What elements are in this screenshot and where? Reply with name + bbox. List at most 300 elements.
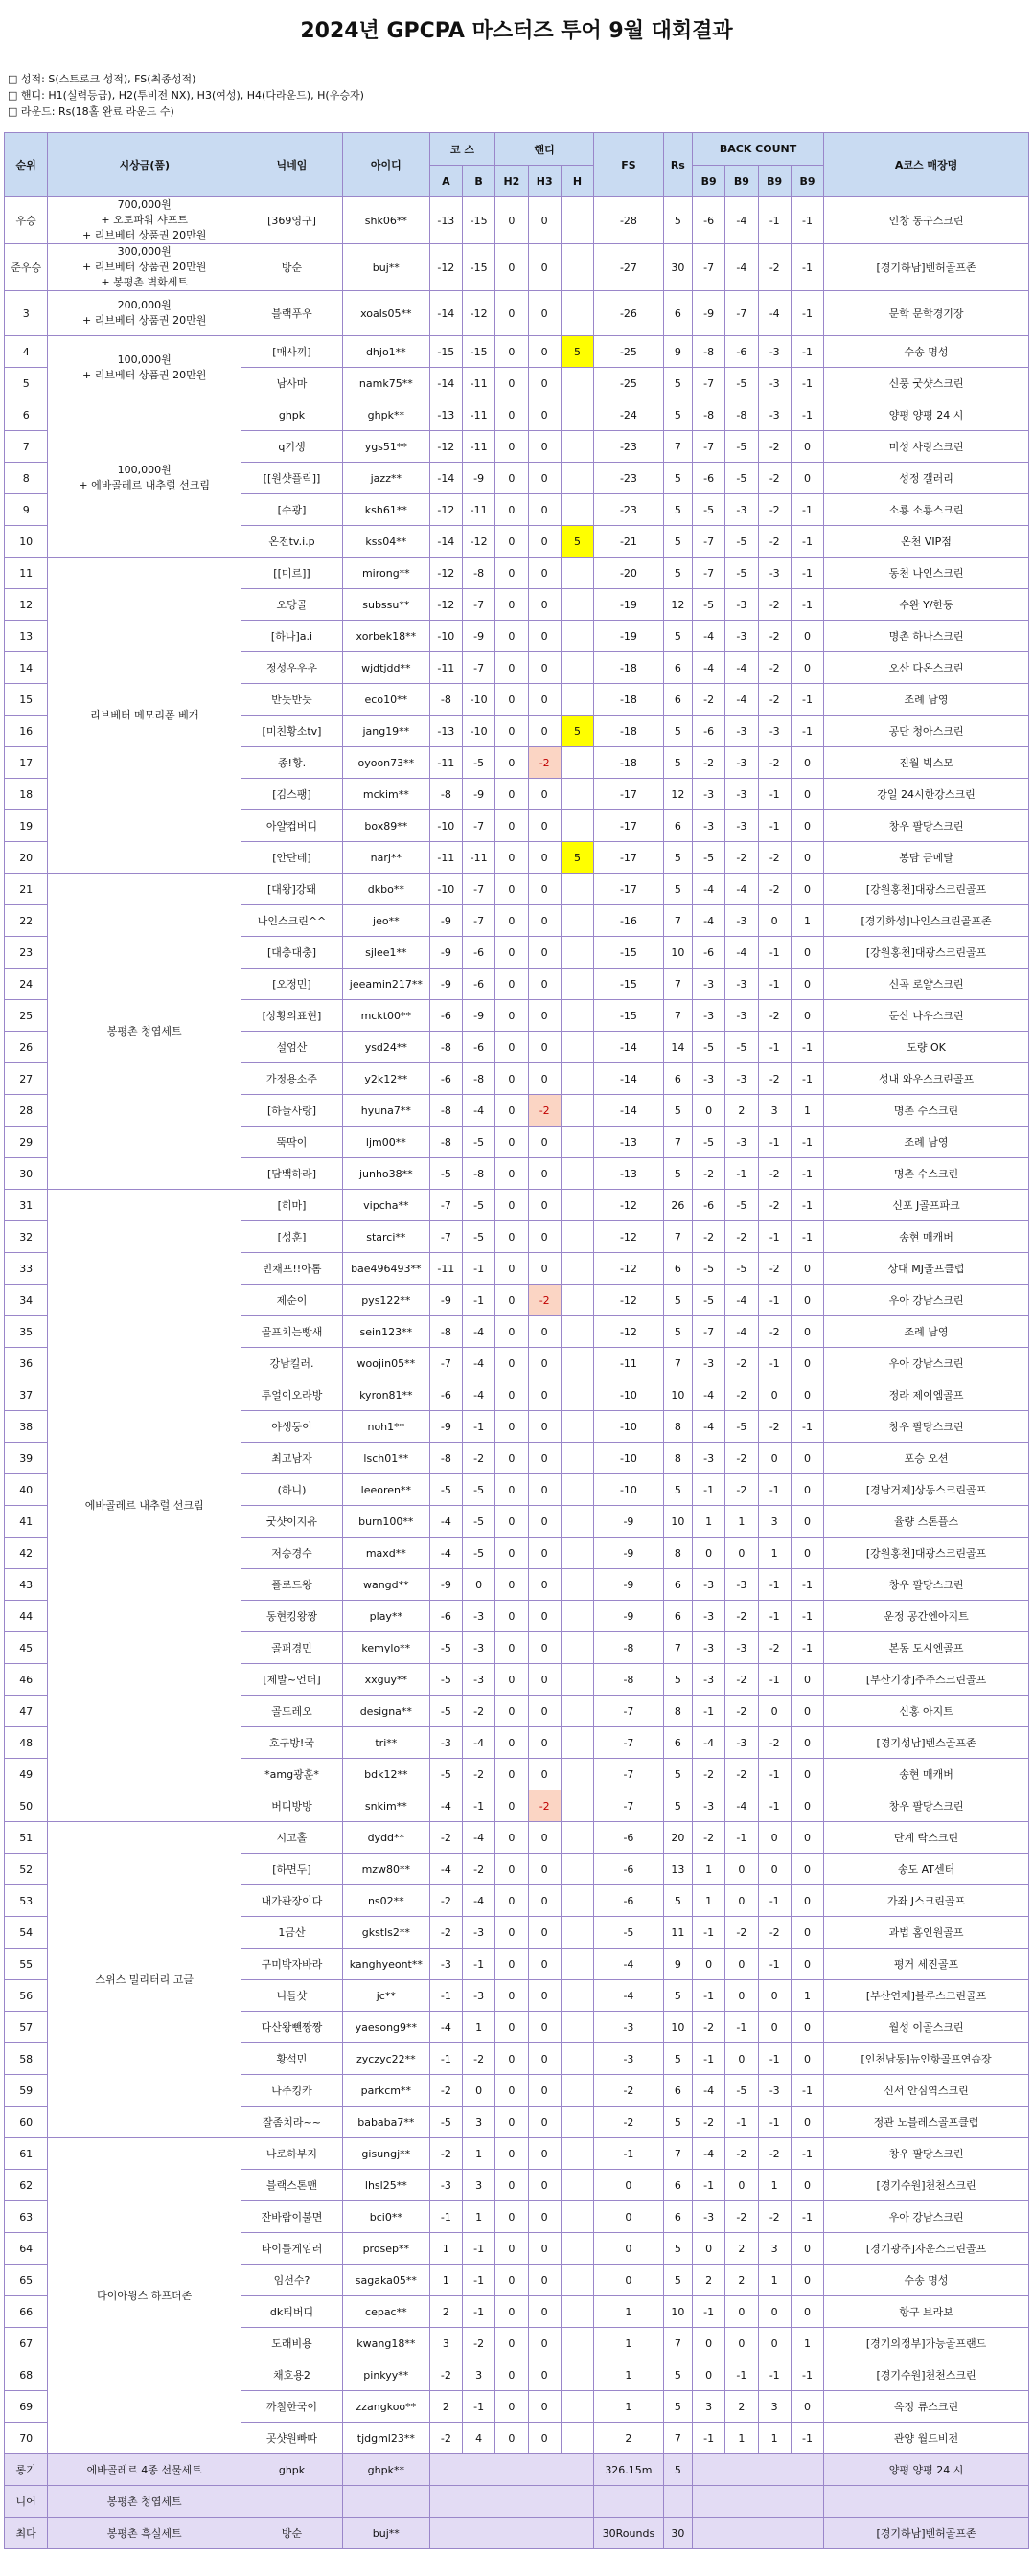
rank-cell: 55 bbox=[5, 1949, 48, 1980]
course-a-cell: -9 bbox=[429, 905, 462, 937]
id-cell: narj** bbox=[342, 842, 429, 874]
b9-4-cell: 0 bbox=[791, 1790, 823, 1822]
h3-cell: 0 bbox=[528, 2138, 561, 2170]
course-b-cell: -15 bbox=[462, 336, 494, 368]
nickname-cell: 내가관장이다 bbox=[241, 1885, 343, 1917]
h-cell: 5 bbox=[561, 336, 593, 368]
b9-1-cell: -2 bbox=[692, 1759, 724, 1790]
rank-cell: 31 bbox=[5, 1190, 48, 1221]
course-a-cell: -7 bbox=[429, 1190, 462, 1221]
b9-2-cell: -3 bbox=[725, 905, 758, 937]
h3-cell: 0 bbox=[528, 1443, 561, 1474]
fs-cell: -18 bbox=[594, 747, 664, 779]
course-a-cell: -5 bbox=[429, 1632, 462, 1664]
fs-cell: -20 bbox=[594, 558, 664, 589]
h2-cell: 0 bbox=[495, 1253, 528, 1285]
b9-3-cell: -1 bbox=[758, 937, 791, 969]
id-cell: wjdtjdd** bbox=[342, 652, 429, 684]
b9-4-cell: 0 bbox=[791, 431, 823, 463]
b9-1-cell: -5 bbox=[692, 494, 724, 526]
course-b-cell: -9 bbox=[462, 463, 494, 494]
award-label-cell: 니어 bbox=[5, 2486, 48, 2518]
b9-1-cell: -7 bbox=[692, 1316, 724, 1348]
b9-2-cell: -3 bbox=[725, 810, 758, 842]
b9-4-cell: -1 bbox=[791, 1601, 823, 1632]
b9-4-cell: -1 bbox=[791, 244, 823, 291]
course-a-cell: -6 bbox=[429, 1379, 462, 1411]
b9-2-cell: -3 bbox=[725, 969, 758, 1000]
award-nickname-cell bbox=[241, 2486, 343, 2518]
b9-2-cell: -2 bbox=[725, 1379, 758, 1411]
course-a-cell: -13 bbox=[429, 197, 462, 244]
course-b-cell: -2 bbox=[462, 1854, 494, 1885]
b9-2-cell: -1 bbox=[725, 1158, 758, 1190]
nickname-cell: 동현킹왕짱 bbox=[241, 1601, 343, 1632]
b9-4-cell: 0 bbox=[791, 1443, 823, 1474]
course-b-cell: -15 bbox=[462, 244, 494, 291]
b9-3-cell: -2 bbox=[758, 494, 791, 526]
b9-2-cell: -3 bbox=[725, 1000, 758, 1032]
h-cell bbox=[561, 2107, 593, 2138]
h3-cell: 0 bbox=[528, 1411, 561, 1443]
prize-cell: 봉평촌 청엽세트 bbox=[48, 874, 241, 1190]
b9-1-cell: -5 bbox=[692, 1253, 724, 1285]
h2-cell: 0 bbox=[495, 1221, 528, 1253]
b9-1-cell: -1 bbox=[692, 1980, 724, 2012]
rs-cell: 5 bbox=[663, 842, 692, 874]
fs-cell: -14 bbox=[594, 1095, 664, 1127]
b9-1-cell: -7 bbox=[692, 526, 724, 558]
b9-2-cell: -1 bbox=[725, 2012, 758, 2043]
rank-cell: 53 bbox=[5, 1885, 48, 1917]
b9-2-cell: 2 bbox=[725, 2265, 758, 2296]
h3-cell: 0 bbox=[528, 399, 561, 431]
fs-cell: -6 bbox=[594, 1854, 664, 1885]
course-a-cell: -2 bbox=[429, 2075, 462, 2107]
award-store-cell: 양평 양평 24 시 bbox=[824, 2454, 1029, 2486]
b9-2-cell: 0 bbox=[725, 1949, 758, 1980]
b9-3-cell: -2 bbox=[758, 1316, 791, 1348]
h2-cell: 0 bbox=[495, 2296, 528, 2328]
rs-cell: 5 bbox=[663, 1474, 692, 1506]
nickname-cell: [[미르]] bbox=[241, 558, 343, 589]
rank-cell: 49 bbox=[5, 1759, 48, 1790]
h-cell bbox=[561, 747, 593, 779]
b9-2-cell: 2 bbox=[725, 1095, 758, 1127]
b9-1-cell: -1 bbox=[692, 1917, 724, 1949]
prize-cell: 에바골레르 내추럴 선크림 bbox=[48, 1190, 241, 1822]
nickname-cell: 채호용2 bbox=[241, 2359, 343, 2391]
h3-cell: 0 bbox=[528, 1569, 561, 1601]
rs-cell: 6 bbox=[663, 1063, 692, 1095]
store-cell: 봉담 금메달 bbox=[824, 842, 1029, 874]
h-cell bbox=[561, 684, 593, 716]
id-cell: yaesong9** bbox=[342, 2012, 429, 2043]
b9-1-cell: 0 bbox=[692, 2359, 724, 2391]
store-cell: 신포 J골프파크 bbox=[824, 1190, 1029, 1221]
h3-cell: 0 bbox=[528, 2107, 561, 2138]
rs-cell: 7 bbox=[663, 1221, 692, 1253]
h2-cell: 0 bbox=[495, 1538, 528, 1569]
b9-4-cell: 1 bbox=[791, 1095, 823, 1127]
store-cell: 공단 청아스크린 bbox=[824, 716, 1029, 747]
h-cell bbox=[561, 1538, 593, 1569]
b9-4-cell: -1 bbox=[791, 1032, 823, 1063]
course-a-cell: -5 bbox=[429, 2107, 462, 2138]
fs-cell: -17 bbox=[594, 810, 664, 842]
store-cell: [경기화성]나인스크린골프존 bbox=[824, 905, 1029, 937]
rank-cell: 7 bbox=[5, 431, 48, 463]
store-cell: 본동 도시엔골프 bbox=[824, 1632, 1029, 1664]
b9-2-cell: 1 bbox=[725, 1506, 758, 1538]
b9-2-cell: -2 bbox=[725, 1696, 758, 1727]
b9-3-cell: -1 bbox=[758, 1127, 791, 1158]
course-b-cell: -11 bbox=[462, 842, 494, 874]
fs-cell: -13 bbox=[594, 1127, 664, 1158]
rank-cell: 12 bbox=[5, 589, 48, 621]
store-cell: 신곡 로얄스크린 bbox=[824, 969, 1029, 1000]
course-a-cell: -9 bbox=[429, 937, 462, 969]
b9-3-cell: -2 bbox=[758, 2138, 791, 2170]
h-cell bbox=[561, 905, 593, 937]
h3-cell: 0 bbox=[528, 842, 561, 874]
rank-cell: 44 bbox=[5, 1601, 48, 1632]
b9-2-cell: -5 bbox=[725, 431, 758, 463]
b9-1-cell: -5 bbox=[692, 589, 724, 621]
rank-cell: 준우승 bbox=[5, 244, 48, 291]
table-header bbox=[5, 133, 1029, 197]
b9-1-cell: -7 bbox=[692, 431, 724, 463]
rank-cell: 40 bbox=[5, 1474, 48, 1506]
id-cell: maxd** bbox=[342, 1538, 429, 1569]
course-b-cell: -8 bbox=[462, 558, 494, 589]
b9-4-cell: 0 bbox=[791, 842, 823, 874]
course-b-cell: -9 bbox=[462, 1000, 494, 1032]
b9-4-cell: -1 bbox=[791, 558, 823, 589]
rank-cell: 43 bbox=[5, 1569, 48, 1601]
store-cell: 성정 갤러리 bbox=[824, 463, 1029, 494]
course-b-cell: -3 bbox=[462, 1917, 494, 1949]
h3-cell: 0 bbox=[528, 1632, 561, 1664]
course-b-cell: -9 bbox=[462, 621, 494, 652]
b9-3-cell: -4 bbox=[758, 291, 791, 336]
h2-cell: 0 bbox=[495, 1127, 528, 1158]
store-cell: [경기의정부]가능골프랜드 bbox=[824, 2328, 1029, 2359]
course-a-cell: -6 bbox=[429, 1000, 462, 1032]
h-cell bbox=[561, 1032, 593, 1063]
rank-cell: 30 bbox=[5, 1158, 48, 1190]
h3-cell: 0 bbox=[528, 1158, 561, 1190]
id-cell: jazz** bbox=[342, 463, 429, 494]
b9-4-cell: -1 bbox=[791, 336, 823, 368]
course-b-cell: -1 bbox=[462, 1285, 494, 1316]
course-a-cell: -8 bbox=[429, 1127, 462, 1158]
course-a-cell: -6 bbox=[429, 1601, 462, 1632]
store-cell: 정라 제이엠골프 bbox=[824, 1379, 1029, 1411]
rs-cell: 6 bbox=[663, 1569, 692, 1601]
rank-cell: 33 bbox=[5, 1253, 48, 1285]
col-h3: H3 bbox=[528, 166, 561, 197]
store-cell: [부산연제]블루스크린골프 bbox=[824, 1980, 1029, 2012]
b9-1-cell: 3 bbox=[692, 2391, 724, 2423]
nickname-cell: 버디방방 bbox=[241, 1790, 343, 1822]
id-cell: bci0** bbox=[342, 2201, 429, 2233]
store-cell: 조례 남영 bbox=[824, 1127, 1029, 1158]
id-cell: xxguy** bbox=[342, 1664, 429, 1696]
store-cell: 수송 명성 bbox=[824, 2265, 1029, 2296]
b9-4-cell: 0 bbox=[791, 1854, 823, 1885]
b9-1-cell: -3 bbox=[692, 1601, 724, 1632]
fs-cell: -21 bbox=[594, 526, 664, 558]
table-row bbox=[5, 291, 1029, 336]
b9-3-cell: -1 bbox=[758, 1664, 791, 1696]
b9-1-cell: -1 bbox=[692, 2170, 724, 2201]
b9-2-cell: 0 bbox=[725, 2328, 758, 2359]
store-cell: 상대 MJ골프클럽 bbox=[824, 1253, 1029, 1285]
id-cell: lhsl25** bbox=[342, 2170, 429, 2201]
b9-2-cell: -1 bbox=[725, 2359, 758, 2391]
rs-cell: 7 bbox=[663, 2328, 692, 2359]
b9-4-cell: -1 bbox=[791, 1158, 823, 1190]
rank-cell: 63 bbox=[5, 2201, 48, 2233]
h3-cell: 0 bbox=[528, 684, 561, 716]
award-label-cell: 최다 bbox=[5, 2518, 48, 2549]
fs-cell: -12 bbox=[594, 1316, 664, 1348]
fs-cell: -18 bbox=[594, 684, 664, 716]
rs-cell: 5 bbox=[663, 1759, 692, 1790]
fs-cell: -23 bbox=[594, 494, 664, 526]
award-store-cell bbox=[824, 2486, 1029, 2518]
rank-cell: 4 bbox=[5, 336, 48, 368]
h3-cell: 0 bbox=[528, 716, 561, 747]
nickname-cell: 투얼이오라방 bbox=[241, 1379, 343, 1411]
b9-3-cell: -1 bbox=[758, 197, 791, 244]
h-cell bbox=[561, 244, 593, 291]
h-cell bbox=[561, 1000, 593, 1032]
col-handicap: 핸디 bbox=[495, 133, 594, 166]
b9-1-cell: 1 bbox=[692, 1854, 724, 1885]
store-cell: [경기성남]벤스골프존 bbox=[824, 1727, 1029, 1759]
b9-4-cell: 0 bbox=[791, 1474, 823, 1506]
h2-cell: 0 bbox=[495, 716, 528, 747]
nickname-cell: 골프치는빵새 bbox=[241, 1316, 343, 1348]
id-cell: bdk12** bbox=[342, 1759, 429, 1790]
course-b-cell: -7 bbox=[462, 589, 494, 621]
b9-1-cell: 1 bbox=[692, 1506, 724, 1538]
table-row bbox=[5, 336, 1029, 368]
h3-cell: 0 bbox=[528, 589, 561, 621]
b9-3-cell: -1 bbox=[758, 1569, 791, 1601]
b9-3-cell: -1 bbox=[758, 1885, 791, 1917]
b9-4-cell: -1 bbox=[791, 1221, 823, 1253]
rank-cell: 11 bbox=[5, 558, 48, 589]
store-cell: 신풍 굿샷스크린 bbox=[824, 368, 1029, 399]
b9-3-cell: 3 bbox=[758, 2391, 791, 2423]
b9-3-cell: -2 bbox=[758, 747, 791, 779]
h2-cell: 0 bbox=[495, 2328, 528, 2359]
b9-1-cell: -4 bbox=[692, 905, 724, 937]
b9-3-cell: -2 bbox=[758, 1190, 791, 1221]
fs-cell: -8 bbox=[594, 1664, 664, 1696]
b9-3-cell: -1 bbox=[758, 1285, 791, 1316]
store-cell: 창우 팔당스크린 bbox=[824, 1569, 1029, 1601]
h3-cell: 0 bbox=[528, 1032, 561, 1063]
award-record-cell: 326.15m bbox=[594, 2454, 664, 2486]
h-cell bbox=[561, 1727, 593, 1759]
award-record-cell bbox=[594, 2486, 664, 2518]
store-cell: 운정 공간엔아지트 bbox=[824, 1601, 1029, 1632]
rs-cell: 11 bbox=[663, 1917, 692, 1949]
store-cell: 성내 와우스크린골프 bbox=[824, 1063, 1029, 1095]
b9-2-cell: -3 bbox=[725, 747, 758, 779]
course-b-cell: -1 bbox=[462, 1790, 494, 1822]
rs-cell: 5 bbox=[663, 1285, 692, 1316]
b9-3-cell: -2 bbox=[758, 1632, 791, 1664]
h-cell bbox=[561, 1063, 593, 1095]
nickname-cell: 온전tv.i.p bbox=[241, 526, 343, 558]
b9-2-cell: 0 bbox=[725, 1980, 758, 2012]
h3-cell: 0 bbox=[528, 244, 561, 291]
h-cell bbox=[561, 1443, 593, 1474]
course-b-cell: -7 bbox=[462, 905, 494, 937]
h-cell bbox=[561, 1379, 593, 1411]
rs-cell: 6 bbox=[663, 1727, 692, 1759]
id-cell: cepac** bbox=[342, 2296, 429, 2328]
rs-cell: 14 bbox=[663, 1032, 692, 1063]
h2-cell: 0 bbox=[495, 1032, 528, 1063]
h-cell bbox=[561, 1474, 593, 1506]
b9-1-cell: -8 bbox=[692, 336, 724, 368]
fs-cell: -10 bbox=[594, 1474, 664, 1506]
rank-cell: 37 bbox=[5, 1379, 48, 1411]
id-cell: kemylo** bbox=[342, 1632, 429, 1664]
rs-cell: 10 bbox=[663, 1379, 692, 1411]
nickname-cell: 골퍼경민 bbox=[241, 1632, 343, 1664]
h-cell bbox=[561, 463, 593, 494]
b9-2-cell: -5 bbox=[725, 463, 758, 494]
store-cell: 조례 남영 bbox=[824, 1316, 1029, 1348]
course-b-cell: -4 bbox=[462, 1348, 494, 1379]
h2-cell: 0 bbox=[495, 2201, 528, 2233]
h2-cell: 0 bbox=[495, 747, 528, 779]
b9-4-cell: -1 bbox=[791, 399, 823, 431]
b9-2-cell: 2 bbox=[725, 2391, 758, 2423]
rank-cell: 70 bbox=[5, 2423, 48, 2454]
b9-3-cell: 0 bbox=[758, 2296, 791, 2328]
b9-1-cell: 0 bbox=[692, 2328, 724, 2359]
id-cell: bababa7** bbox=[342, 2107, 429, 2138]
fs-cell: -9 bbox=[594, 1538, 664, 1569]
nickname-cell: 굿샷이지유 bbox=[241, 1506, 343, 1538]
award-blank-cell bbox=[429, 2486, 593, 2518]
h2-cell: 0 bbox=[495, 1759, 528, 1790]
h-cell bbox=[561, 1854, 593, 1885]
rank-cell: 26 bbox=[5, 1032, 48, 1063]
b9-4-cell: 0 bbox=[791, 1000, 823, 1032]
b9-2-cell: -7 bbox=[725, 291, 758, 336]
table-row bbox=[5, 2138, 1029, 2170]
b9-2-cell: -4 bbox=[725, 937, 758, 969]
h3-cell: 0 bbox=[528, 1063, 561, 1095]
h3-cell: 0 bbox=[528, 1253, 561, 1285]
course-b-cell: -3 bbox=[462, 1601, 494, 1632]
h2-cell: 0 bbox=[495, 1569, 528, 1601]
id-cell: eco10** bbox=[342, 684, 429, 716]
h3-cell: 0 bbox=[528, 621, 561, 652]
store-cell: 온천 VIP점 bbox=[824, 526, 1029, 558]
store-cell: [경남거제]상동스크린골프 bbox=[824, 1474, 1029, 1506]
h2-cell: 0 bbox=[495, 1285, 528, 1316]
b9-1-cell: -5 bbox=[692, 842, 724, 874]
course-a-cell: -8 bbox=[429, 1443, 462, 1474]
rank-cell: 47 bbox=[5, 1696, 48, 1727]
course-a-cell: -12 bbox=[429, 589, 462, 621]
h2-cell: 0 bbox=[495, 1063, 528, 1095]
h3-cell: 0 bbox=[528, 2043, 561, 2075]
b9-4-cell: -1 bbox=[791, 2423, 823, 2454]
b9-2-cell: -5 bbox=[725, 368, 758, 399]
b9-2-cell: -2 bbox=[725, 1917, 758, 1949]
nickname-cell: 구미박자바라 bbox=[241, 1949, 343, 1980]
col-h2: H2 bbox=[495, 166, 528, 197]
course-b-cell: -1 bbox=[462, 1253, 494, 1285]
h3-cell: 0 bbox=[528, 2012, 561, 2043]
b9-1-cell: -2 bbox=[692, 747, 724, 779]
b9-1-cell: -5 bbox=[692, 1032, 724, 1063]
nickname-cell: [성훈] bbox=[241, 1221, 343, 1253]
b9-1-cell: -3 bbox=[692, 810, 724, 842]
b9-2-cell: -3 bbox=[725, 1569, 758, 1601]
award-blank-cell bbox=[429, 2454, 593, 2486]
store-cell: 우아 강남스크린 bbox=[824, 1285, 1029, 1316]
h-cell bbox=[561, 1127, 593, 1158]
col-course-a: A bbox=[429, 166, 462, 197]
store-cell: [경기광주]자운스크린골프 bbox=[824, 2233, 1029, 2265]
id-cell: ljm00** bbox=[342, 1127, 429, 1158]
h3-cell: 0 bbox=[528, 2391, 561, 2423]
b9-2-cell: -4 bbox=[725, 1285, 758, 1316]
b9-2-cell: 1 bbox=[725, 2423, 758, 2454]
b9-4-cell: 0 bbox=[791, 747, 823, 779]
h3-cell: 0 bbox=[528, 1538, 561, 1569]
store-cell: 오산 다온스크린 bbox=[824, 652, 1029, 684]
course-a-cell: -14 bbox=[429, 526, 462, 558]
h3-cell: -2 bbox=[528, 1790, 561, 1822]
rs-cell: 30 bbox=[663, 244, 692, 291]
b9-4-cell: 0 bbox=[791, 1285, 823, 1316]
rs-cell: 8 bbox=[663, 1443, 692, 1474]
course-b-cell: -2 bbox=[462, 1696, 494, 1727]
course-b-cell: -5 bbox=[462, 1538, 494, 1569]
b9-4-cell: 1 bbox=[791, 2328, 823, 2359]
h2-cell: 0 bbox=[495, 1790, 528, 1822]
b9-3-cell: 0 bbox=[758, 1854, 791, 1885]
course-a-cell: -5 bbox=[429, 1158, 462, 1190]
id-cell: mckt00** bbox=[342, 1000, 429, 1032]
h3-cell: 0 bbox=[528, 1885, 561, 1917]
h2-cell: 0 bbox=[495, 810, 528, 842]
fs-cell: -19 bbox=[594, 589, 664, 621]
fs-cell: -14 bbox=[594, 1063, 664, 1095]
rs-cell: 7 bbox=[663, 1127, 692, 1158]
b9-4-cell: -1 bbox=[791, 291, 823, 336]
fs-cell: -15 bbox=[594, 969, 664, 1000]
h-cell bbox=[561, 779, 593, 810]
store-cell: 도량 OK bbox=[824, 1032, 1029, 1063]
b9-1-cell: -3 bbox=[692, 1664, 724, 1696]
b9-1-cell: -4 bbox=[692, 1411, 724, 1443]
b9-4-cell: 0 bbox=[791, 779, 823, 810]
